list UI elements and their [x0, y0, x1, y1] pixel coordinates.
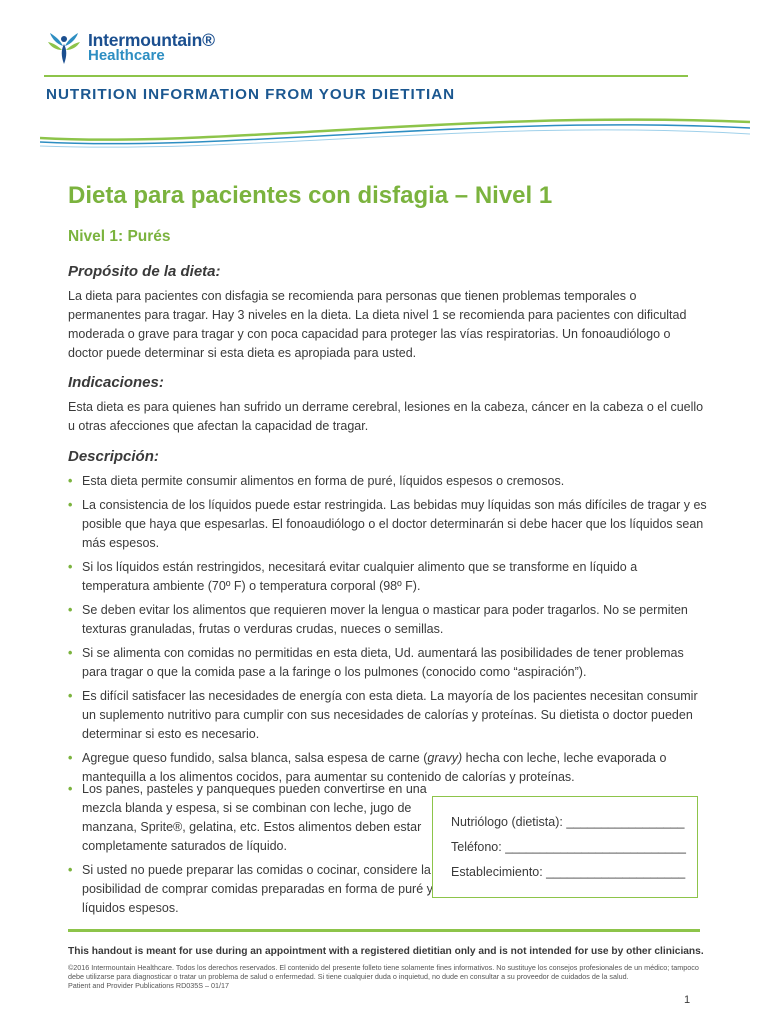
- description-bullet: • La consistencia de los líquidos puede estar restringida. Las bebidas muy líquidas son más difíciles de tragar y es posible que haya que espesarlas. El fonoaudiólogo o el doctor determinarán si debe hacer que los líquidos sean más espesos.: [68, 496, 708, 553]
- footer-copyright: ©2016 Intermountain Healthcare. Todos los derechos reservados. El contenido del presente folleto tiene solamente fines informativos. No sustituye los consejos profesionales de un médico; tampoco debe utilizarse para diagnosticar o tratar un problema de salud o enfermedad. Si tiene cualquier duda o inquietud, no dude en consultar a su proveedor de cuidados de la salud.: [68, 963, 699, 981]
- description-bullet: • Se deben evitar los alimentos que requieren mover la lengua o masticar para poder tragarlos. No se permiten texturas granuladas, frutas o verduras crudas, nueces o semillas.: [68, 601, 708, 639]
- document-title: Dieta para pacientes con disfagia – Nivel 1: [68, 182, 553, 209]
- purpose-heading: Propósito de la dieta:: [68, 263, 221, 280]
- header-divider: [44, 75, 688, 77]
- dietitian-contact-box: [432, 796, 698, 898]
- description-bullet: • Es difícil satisfacer las necesidades de energía con esta dieta. La mayoría de los pacientes necesitan consumir un suplemento nutritivo para cumplir con sus necesidades de calorías y proteínas. Su dietista o doctor pueden determinar si esto es necesario.: [68, 687, 708, 744]
- bullet-italic-text: gravy): [427, 751, 463, 765]
- description-bullet: • Esta dieta permite consumir alimentos en forma de puré, líquidos espesos o cremosos.: [68, 472, 708, 491]
- facility-field: Establecimiento: ____________________: [451, 865, 686, 879]
- logo-subtitle: Healthcare: [88, 47, 165, 64]
- description-heading: Descripción:: [68, 448, 159, 465]
- description-bullet: • Si los líquidos están restringidos, necesitará evitar cualquier alimento que se transforme en líquido a temperatura ambiente (70º F) o temperatura corporal (98º F).: [68, 558, 708, 596]
- indications-heading: Indicaciones:: [68, 374, 164, 391]
- logo-figure-icon: [46, 30, 82, 66]
- footer-publication-code: Patient and Provider Publications RD035S – 01/17: [68, 981, 230, 990]
- logo-name: Intermountain®: [88, 30, 215, 50]
- phone-field: Teléfono: __________________________: [451, 840, 686, 854]
- bullet-text: hecha con leche, leche evaporada o mantequilla a los alimentos cocidos, para aumentar su contenido de calorías y proteínas.: [82, 751, 667, 784]
- purpose-section: [68, 263, 708, 363]
- indications-section: [68, 374, 708, 436]
- footer-notice: This handout is meant for use during an appointment with a registered dietitian only and is not intended for use by other clinicians.: [68, 946, 704, 957]
- description-bullet: • Si se alimenta con comidas no permitidas en esta dieta, Ud. aumentará las posibilidades de tener problemas para tragar o que la comida pase a la faringe o los pulmones (conocido como “aspiración”).: [68, 644, 708, 682]
- description-bullet-list: [68, 472, 708, 792]
- banner-title: NUTRITION INFORMATION FROM YOUR DIETITIAN: [46, 86, 456, 103]
- description-bullet-list-narrow: [68, 780, 433, 923]
- header-swoosh-decoration: [40, 108, 750, 156]
- description-bullet: • Los panes, pasteles y panqueques pueden convertirse en una mezcla blanda y espesa, si se combinan con leche, jugo de manzana, Sprite®, gelatina, etc. Estos alimentos deben estar completamente saturados de líquido.: [68, 780, 433, 856]
- description-bullet: • Si usted no puede preparar las comidas o cocinar, considere la posibilidad de comprar comidas preparadas en forma de puré y líquidos espesos.: [68, 861, 433, 918]
- dietitian-field: Nutriólogo (dietista): _________________: [451, 815, 685, 829]
- bullet-text: Agregue queso fundido, salsa blanca, salsa espesa de carne (: [82, 751, 428, 765]
- document-subtitle: Nivel 1: Purés: [68, 228, 171, 245]
- page-number: 1: [684, 994, 691, 1006]
- footer-divider: [68, 929, 700, 932]
- intermountain-logo: [46, 30, 215, 66]
- indications-text: Esta dieta es para quienes han sufrido un derrame cerebral, lesiones en la cabeza, cáncer en la cabeza o el cuello u otras afecciones que afectan la capacidad de tragar.: [68, 400, 704, 433]
- description-section: [68, 448, 708, 465]
- footer-copyright-block: [68, 963, 708, 990]
- purpose-text: La dieta para pacientes con disfagia se recomienda para personas que tienen problemas temporales o permanentes para tragar. Hay 3 niveles en la dieta. La dieta nivel 1 se recomienda para pacientes con dificultad moderada o grave para tragar y con poca capacidad para proteger las vías respiratorias. Un fonoaudiólogo o doctor puede determinar si esta dieta es apropiada para usted.: [68, 289, 687, 360]
